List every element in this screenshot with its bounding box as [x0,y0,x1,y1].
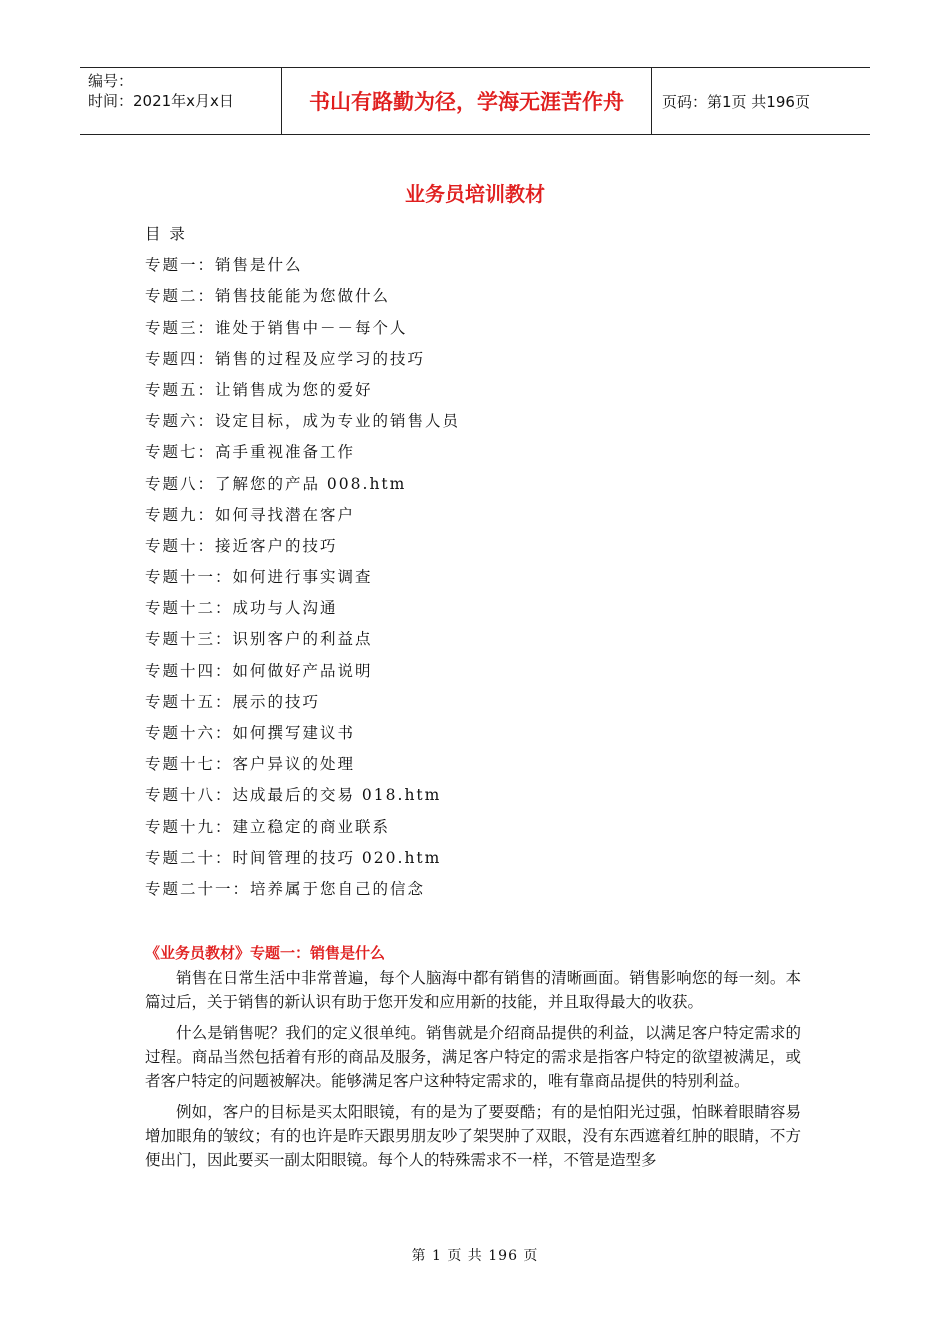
time-label: 时间：2021年x月x日 [88,92,234,110]
toc-item[interactable]: 专题十七：客户异议的处理 [145,755,356,774]
body-paragraph: 什么是销售呢？我们的定义很单纯。销售就是介绍商品提供的利益，以满足客户特定需求的过程。商品当然包括着有形的商品及服务，满足客户特定的需求是指客户特定的欲望被满足，或者客户特定的问题被解决。能够满足客户这种特定需求的，唯有靠商品提供的特别利益。 [145,1024,801,1090]
body-paragraph: 销售在日常生活中非常普遍，每个人脑海中都有销售的清晰画面。销售影响您的每一刻。本篇过后，关于销售的新认识有助于您开发和应用新的技能，并且取得最大的收获。 [145,969,801,1011]
toc-item[interactable]: 专题一：销售是什么 [145,256,303,275]
toc-item[interactable]: 专题二：销售技能能为您做什么 [145,287,391,306]
toc-item[interactable]: 专题十：接近客户的技巧 [145,536,338,555]
toc-item[interactable]: 专题十九：建立稳定的商业联系 [145,817,391,836]
number-label: 编号： [88,72,134,90]
toc-item[interactable]: 专题二十：时间管理的技巧 020.htm [145,848,442,867]
toc-item[interactable]: 专题十八：达成最后的交易 018.htm [145,786,442,805]
toc-item[interactable]: 专题九：如何寻找潜在客户 [145,505,356,524]
toc-heading: 目 录 [145,225,187,243]
toc-item[interactable]: 专题十三：识别客户的利益点 [145,630,373,649]
page-header [80,67,870,135]
toc-item[interactable]: 专题三：谁处于销售中－－每个人 [145,318,408,337]
toc-item[interactable]: 专题十六：如何撰写建议书 [145,724,356,742]
toc-item[interactable]: 专题八：了解您的产品 008.htm [145,474,407,493]
toc-item[interactable]: 专题十四：如何做好产品说明 [145,661,373,680]
header-meta [80,68,282,134]
body-paragraph: 例如，客户的目标是买太阳眼镜，有的是为了要耍酷；有的是怕阳光过强，怕眯着眼睛容易增加眼角的皱纹；有的也许是昨天跟男朋友吵了架哭肿了双眼，没有东西遮着红肿的眼睛，不方便出门，因此要买一副太阳眼镜。每个人的特殊需求不一样，不管是造型多 [145,1103,801,1169]
toc-item[interactable]: 专题十一：如何进行事实调查 [145,568,373,587]
header-page-info: 页码：第1页 共196页 [662,92,810,111]
toc-item[interactable]: 专题十二：成功与人沟通 [145,599,338,618]
toc-item[interactable]: 专题七：高手重视准备工作 [145,443,356,462]
toc-item[interactable]: 专题十五：展示的技巧 [145,692,321,711]
document-title: 业务员培训教材 [405,182,545,206]
toc-item[interactable]: 专题二十一：培养属于您自己的信念 [145,879,426,898]
toc-item[interactable]: 专题四：销售的过程及应学习的技巧 [145,349,426,368]
page-footer: 第 1 页 共 196 页 [411,1248,539,1264]
table-of-contents [145,222,460,908]
section-title: 《业务员教材》专题一：销售是什么 [145,944,386,962]
toc-item[interactable]: 专题六：设定目标，成为专业的销售人员 [145,412,461,431]
header-motto: 书山有路勤为径，学海无涯苦作舟 [282,68,652,134]
section-body [145,966,801,1179]
toc-item[interactable]: 专题五：让销售成为您的爱好 [145,380,373,399]
